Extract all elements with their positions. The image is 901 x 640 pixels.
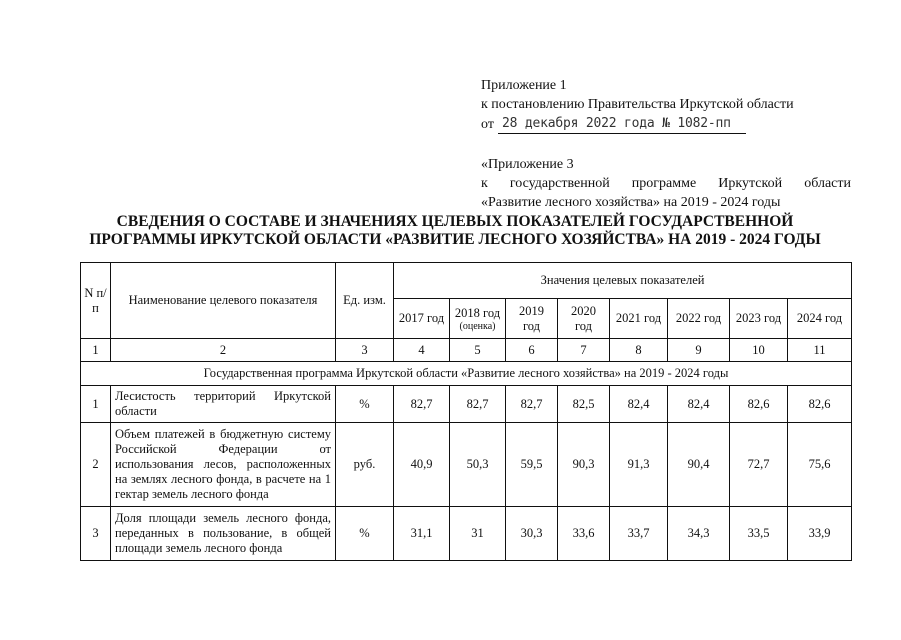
row-value: 82,6 bbox=[788, 386, 852, 423]
row-unit: % bbox=[336, 507, 394, 561]
header-year: 2020 год bbox=[558, 299, 610, 339]
header-year-note: (оценка) bbox=[459, 320, 496, 332]
header-year: 2021 год bbox=[610, 299, 668, 339]
row-name: Доля площади земель лесного фонда, переданных в пользование, в общей площади земель лесного фонда bbox=[111, 507, 336, 561]
row-unit: % bbox=[336, 386, 394, 423]
row-value: 30,3 bbox=[506, 507, 558, 561]
row-value: 82,5 bbox=[558, 386, 610, 423]
row-value: 82,6 bbox=[730, 386, 788, 423]
row-value: 82,7 bbox=[394, 386, 450, 423]
header-year: 2017 год bbox=[394, 299, 450, 339]
header-year: 2024 год bbox=[788, 299, 852, 339]
column-number: 10 bbox=[730, 339, 788, 362]
row-value: 34,3 bbox=[668, 507, 730, 561]
resolution-reference: к постановлению Правительства Иркутской области bbox=[481, 97, 794, 112]
column-numbering-row bbox=[81, 339, 852, 362]
column-number: 5 bbox=[450, 339, 506, 362]
row-value: 33,9 bbox=[788, 507, 852, 561]
column-number: 3 bbox=[336, 339, 394, 362]
row-value: 50,3 bbox=[450, 423, 506, 507]
row-value: 33,7 bbox=[610, 507, 668, 561]
resolution-date-stamp: 28 декабря 2022 года № 1082-пп bbox=[498, 114, 746, 134]
header-year: 2019 год bbox=[506, 299, 558, 339]
header-year: 2022 год bbox=[668, 299, 730, 339]
program-reference-line2: «Развитие лесного хозяйства» на 2019 - 2024 годы bbox=[481, 195, 781, 210]
header-values: Значения целевых показателей bbox=[394, 263, 852, 299]
row-value: 90,3 bbox=[558, 423, 610, 507]
table-row bbox=[81, 386, 852, 423]
row-name: Лесистость территорий Иркутской области bbox=[111, 386, 336, 423]
row-value: 33,5 bbox=[730, 507, 788, 561]
title-line-2: ПРОГРАММЫ ИРКУТСКОЙ ОБЛАСТИ «РАЗВИТИЕ ЛЕСНОГО ХОЗЯЙСТВА» НА 2019 - 2024 ГОДЫ bbox=[89, 231, 821, 248]
row-value: 33,6 bbox=[558, 507, 610, 561]
resolution-date-line bbox=[481, 114, 851, 134]
header-name: Наименование целевого показателя bbox=[111, 263, 336, 339]
row-value: 90,4 bbox=[668, 423, 730, 507]
row-num: 3 bbox=[81, 507, 111, 561]
appendix-label: Приложение 1 bbox=[481, 78, 567, 93]
indicators-table bbox=[80, 262, 852, 561]
row-value: 82,7 bbox=[506, 386, 558, 423]
ot-prefix: от bbox=[481, 117, 494, 132]
row-name: Объем платежей в бюджетную систему Российской Федерации от использования лесов, расположенных на землях лесного фонда, в расчете на 1 гектар земель лесного фонда bbox=[111, 423, 336, 507]
column-number: 7 bbox=[558, 339, 610, 362]
table-row bbox=[81, 507, 852, 561]
header-unit: Ед. изм. bbox=[336, 263, 394, 339]
column-number: 11 bbox=[788, 339, 852, 362]
header-num: N п/п bbox=[81, 263, 111, 339]
row-value: 91,3 bbox=[610, 423, 668, 507]
row-num: 1 bbox=[81, 386, 111, 423]
column-number: 4 bbox=[394, 339, 450, 362]
document-title bbox=[60, 213, 850, 249]
row-value: 31,1 bbox=[394, 507, 450, 561]
table-row bbox=[81, 423, 852, 507]
row-value: 31 bbox=[450, 507, 506, 561]
column-number: 6 bbox=[506, 339, 558, 362]
title-line-1: СВЕДЕНИЯ О СОСТАВЕ И ЗНАЧЕНИЯХ ЦЕЛЕВЫХ ПОКАЗАТЕЛЕЙ ГОСУДАРСТВЕННОЙ bbox=[116, 213, 794, 230]
column-number: 8 bbox=[610, 339, 668, 362]
document-header bbox=[481, 76, 851, 212]
column-number: 9 bbox=[668, 339, 730, 362]
row-unit: руб. bbox=[336, 423, 394, 507]
row-value: 82,7 bbox=[450, 386, 506, 423]
header-year-label: 2018 год bbox=[454, 305, 501, 320]
column-number: 2 bbox=[111, 339, 336, 362]
row-value: 59,5 bbox=[506, 423, 558, 507]
row-value: 40,9 bbox=[394, 423, 450, 507]
row-value: 72,7 bbox=[730, 423, 788, 507]
row-value: 82,4 bbox=[610, 386, 668, 423]
row-value: 82,4 bbox=[668, 386, 730, 423]
program-row: Государственная программа Иркутской области «Развитие лесного хозяйства» на 2019 - 2024 годы bbox=[81, 362, 852, 386]
header-year bbox=[450, 299, 506, 339]
row-value: 75,6 bbox=[788, 423, 852, 507]
row-num: 2 bbox=[81, 423, 111, 507]
column-number: 1 bbox=[81, 339, 111, 362]
header-year: 2023 год bbox=[730, 299, 788, 339]
appendix3-label: «Приложение 3 bbox=[481, 157, 574, 172]
program-reference-line1: к государственной программе Иркутской области bbox=[481, 176, 851, 191]
